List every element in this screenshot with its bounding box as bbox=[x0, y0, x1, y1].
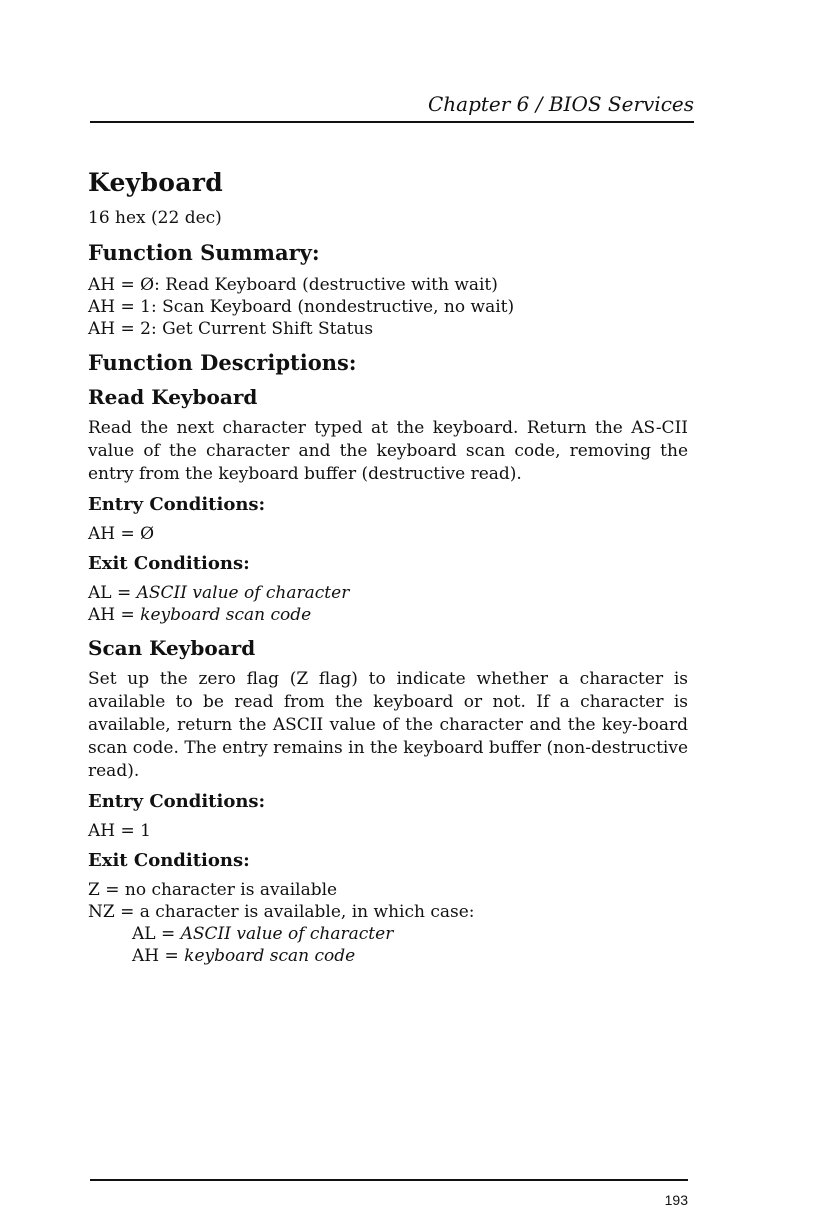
section-title: Keyboard bbox=[88, 168, 224, 197]
scan-exit-heading: Exit Conditions: bbox=[88, 850, 250, 871]
exit-subline bbox=[88, 945, 688, 967]
register-label: AL = bbox=[132, 924, 181, 944]
interrupt-number: 16 hex (22 dec) bbox=[88, 208, 222, 228]
read-keyboard-body: Read the next character typed at the keyboard. Return the AS-CII value of the character and the keyboard scan code, removing the entry from the keyboard buffer (destructive read). bbox=[88, 418, 688, 484]
function-descriptions-heading: Function Descriptions: bbox=[88, 350, 357, 375]
register-label: AH = bbox=[132, 946, 185, 966]
exit-line-z: Z = no character is available bbox=[88, 880, 338, 900]
read-keyboard-heading: Read Keyboard bbox=[88, 385, 258, 409]
scan-entry-heading: Entry Conditions: bbox=[88, 791, 266, 812]
summary-line: AH = 2: Get Current Shift Status bbox=[88, 319, 374, 339]
page-number: 193 bbox=[664, 1192, 688, 1208]
scan-entry-value: AH = 1 bbox=[88, 821, 151, 841]
exit-line bbox=[88, 582, 688, 604]
exit-line-nz: NZ = a character is available, in which case: bbox=[88, 902, 475, 922]
register-value: keyboard scan code bbox=[184, 946, 356, 966]
scan-keyboard-heading: Scan Keyboard bbox=[88, 636, 256, 660]
summary-line: AH = Ø: Read Keyboard (destructive with wait) bbox=[88, 275, 498, 295]
register-value: ASCII value of character bbox=[136, 583, 350, 603]
register-label: AL = bbox=[88, 583, 137, 603]
running-header: Chapter 6 / BIOS Services bbox=[427, 92, 694, 116]
summary-line: AH = 1: Scan Keyboard (nondestructive, no wait) bbox=[88, 297, 515, 317]
page-content bbox=[88, 168, 688, 973]
register-value: ASCII value of character bbox=[180, 924, 394, 944]
function-summary-list bbox=[88, 274, 688, 340]
register-value: keyboard scan code bbox=[140, 605, 312, 625]
exit-subline bbox=[88, 923, 688, 945]
header-rule bbox=[90, 121, 694, 123]
scan-keyboard-body: Set up the zero flag (Z flag) to indicate whether a character is available to be read from the keyboard or not. If a character is available, return the ASCII value of the character and the key-board scan code. The entry remains in the keyboard buffer (non-destructive read). bbox=[88, 669, 688, 781]
scan-exit-list bbox=[88, 879, 688, 967]
read-entry-value: AH = Ø bbox=[88, 524, 155, 544]
read-exit-heading: Exit Conditions: bbox=[88, 553, 250, 574]
register-label: AH = bbox=[88, 605, 141, 625]
footer-rule bbox=[90, 1179, 688, 1181]
function-summary-heading: Function Summary: bbox=[88, 240, 320, 265]
read-exit-list bbox=[88, 582, 688, 626]
read-entry-heading: Entry Conditions: bbox=[88, 494, 266, 515]
exit-line bbox=[88, 604, 688, 626]
